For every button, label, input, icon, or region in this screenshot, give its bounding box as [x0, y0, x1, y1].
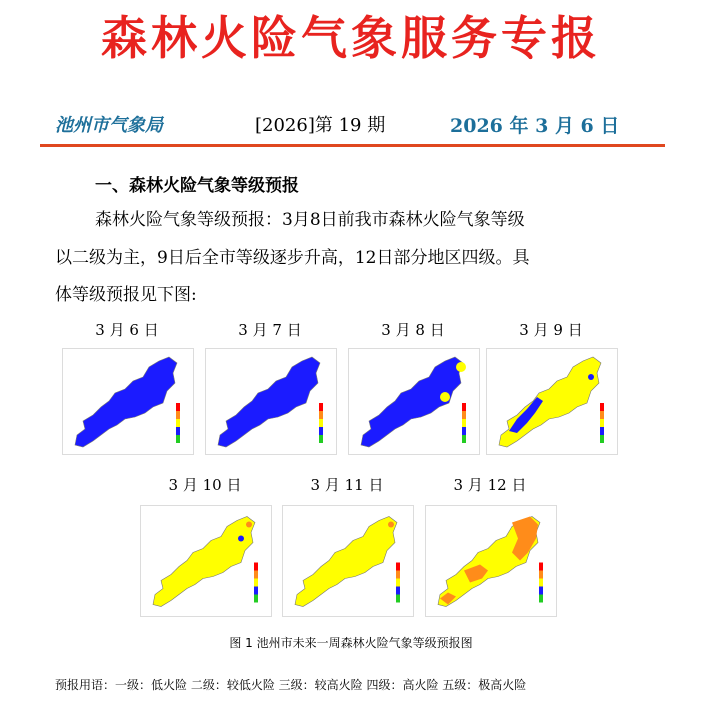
- map-panel-6: [282, 505, 414, 617]
- scale-swatch: [396, 563, 400, 571]
- forecast-terms: 预报用语：一级：低火险 二级：较低火险 三级：较高火险 四级：高火险 五级：极高火险: [55, 678, 527, 692]
- scale-swatch: [176, 403, 180, 411]
- scale-swatch: [539, 595, 543, 603]
- map-label-7: 3 月 12 日: [453, 476, 527, 494]
- scale-swatch: [539, 571, 543, 579]
- scale-swatch: [319, 403, 323, 411]
- scale-swatch: [600, 411, 604, 419]
- scale-swatch: [254, 571, 258, 579]
- scale-swatch: [254, 587, 258, 595]
- scale-swatch: [539, 579, 543, 587]
- paragraph-line-2: 以二级为主，9日后全市等级逐步升高，12日部分地区四级。具: [55, 248, 530, 268]
- scale-swatch: [176, 411, 180, 419]
- scale-swatch: [319, 419, 323, 427]
- scale-swatch: [396, 579, 400, 587]
- map-label-3: 3 月 8 日: [381, 321, 445, 339]
- map-label-5: 3 月 10 日: [168, 476, 242, 494]
- issue-date: 2026 年 3 月 6 日: [450, 115, 620, 137]
- scale-swatch: [462, 419, 466, 427]
- scale-swatch: [176, 427, 180, 435]
- scale-swatch: [462, 427, 466, 435]
- map-panel-5: [140, 505, 272, 617]
- scale-swatch: [539, 563, 543, 571]
- paragraph-line-1: 森林火险气象等级预报：3月8日前我市森林火险气象等级: [95, 210, 525, 230]
- scale-swatch: [396, 587, 400, 595]
- scale-swatch: [600, 419, 604, 427]
- yellow-area: [456, 362, 466, 372]
- map-panel-2: [205, 348, 337, 455]
- scale-swatch: [254, 563, 258, 571]
- map-label-4: 3 月 9 日: [519, 321, 583, 339]
- report-title: 森林火险气象服务专报: [101, 11, 601, 65]
- region-shape: [218, 357, 320, 447]
- region-shape: [499, 357, 601, 447]
- scale-swatch: [462, 435, 466, 443]
- blue-area: [238, 536, 244, 542]
- scale-swatch: [462, 411, 466, 419]
- region-shape: [295, 517, 397, 607]
- map-panel-3: [348, 348, 480, 455]
- scale-swatch: [600, 427, 604, 435]
- region-shape: [361, 357, 463, 447]
- scale-swatch: [254, 579, 258, 587]
- map-panel-7: [425, 505, 557, 617]
- scale-swatch: [319, 427, 323, 435]
- issue-number: [2026]第 19 期: [255, 115, 386, 136]
- map-label-1: 3 月 6 日: [95, 321, 159, 339]
- section-heading: 一、森林火险气象等级预报: [95, 176, 299, 196]
- scale-swatch: [539, 587, 543, 595]
- map-panel-1: [62, 348, 194, 455]
- scale-swatch: [176, 419, 180, 427]
- figure-caption: 图 1 池州市未来一周森林火险气象等级预报图: [229, 636, 473, 650]
- region-shape: [75, 357, 177, 447]
- scale-swatch: [600, 435, 604, 443]
- agency-name: 池州市气象局: [55, 115, 163, 136]
- scale-swatch: [462, 403, 466, 411]
- scale-swatch: [319, 411, 323, 419]
- region-shape: [153, 517, 255, 607]
- map-label-6: 3 月 11 日: [310, 476, 384, 494]
- map-label-2: 3 月 7 日: [238, 321, 302, 339]
- scale-swatch: [396, 595, 400, 603]
- yellow-area: [440, 392, 450, 402]
- scale-swatch: [600, 403, 604, 411]
- header-divider: [40, 144, 665, 147]
- scale-swatch: [319, 435, 323, 443]
- blue-area: [588, 374, 594, 380]
- scale-swatch: [396, 571, 400, 579]
- paragraph-line-3: 体等级预报见下图:: [55, 285, 197, 305]
- scale-swatch: [254, 595, 258, 603]
- orange-area: [246, 522, 252, 528]
- map-panel-4: [486, 348, 618, 455]
- scale-swatch: [176, 435, 180, 443]
- orange-area: [388, 522, 394, 528]
